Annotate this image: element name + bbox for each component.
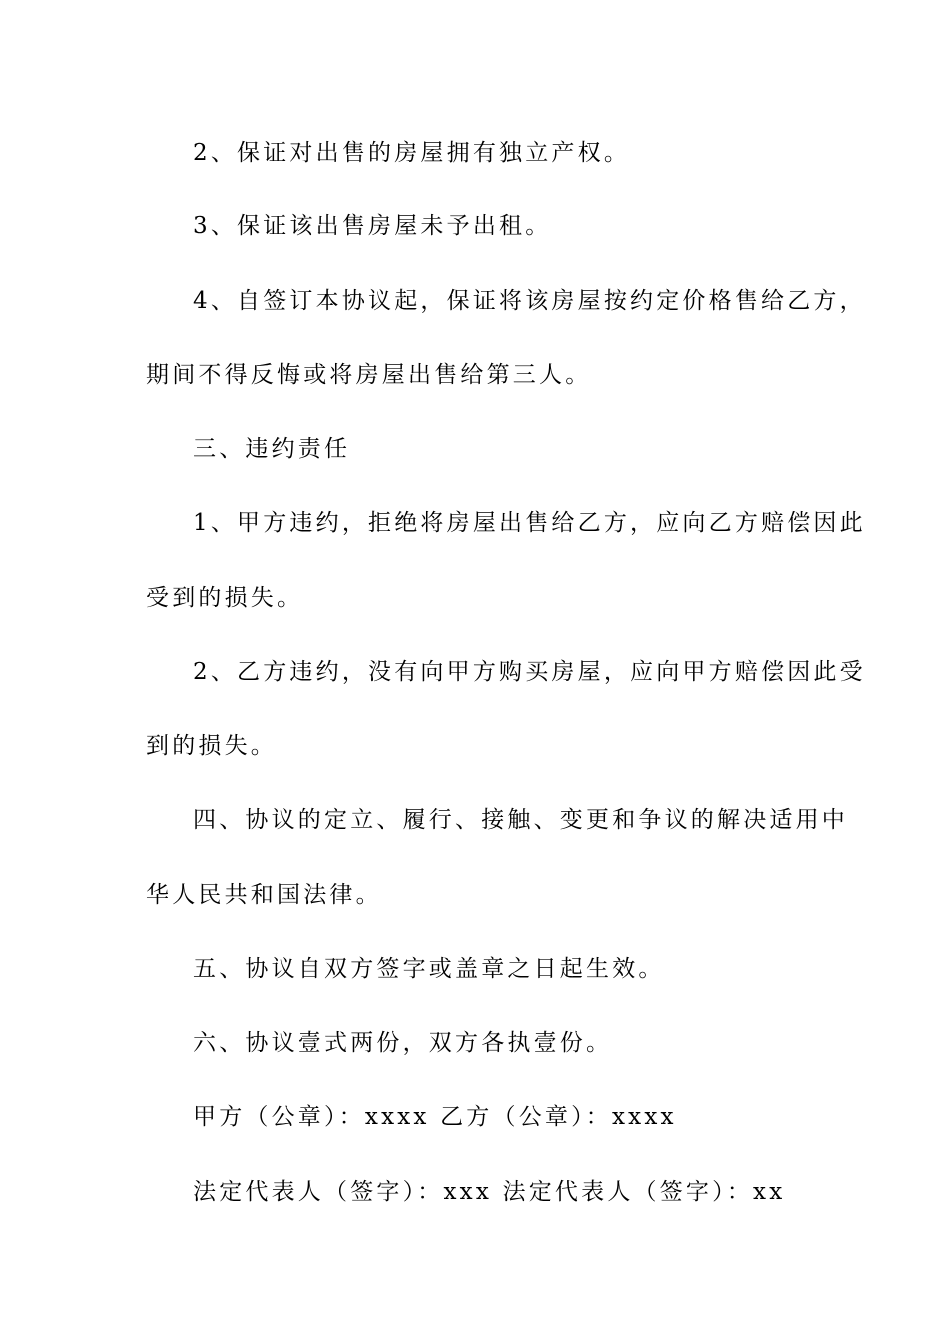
clause-4-line-2: 期间不得反悔或将房屋出售给第三人。 (146, 362, 592, 388)
section-6-line: 六、协议壹式两份，双方各执壹份。 (193, 1030, 613, 1056)
breach-1-line-1: 1、甲方违约，拒绝将房屋出售给乙方，应向乙方赔偿因此 (193, 510, 866, 536)
clause-3-line: 3、保证该出售房屋未予出租。 (193, 213, 552, 239)
section-heading-breach: 三、违约责任 (193, 436, 351, 462)
party-seal-line: 甲方（公章）：xxxx 乙方（公章）：xxxx (193, 1104, 677, 1130)
legal-rep-signature-line: 法定代表人（签字）：xxx 法定代表人（签字）：xx (193, 1179, 786, 1205)
section-5-line: 五、协议自双方签字或盖章之日起生效。 (193, 956, 665, 982)
section-4-line-2: 华人民共和国法律。 (146, 882, 382, 908)
clause-2-line: 2、保证对出售的房屋拥有独立产权。 (193, 140, 631, 166)
breach-2-line-1: 2、乙方违约，没有向甲方购买房屋，应向甲方赔偿因此受 (193, 659, 866, 685)
clause-4-line-1: 4、自签订本协议起，保证将该房屋按约定价格售给乙方， (193, 288, 866, 314)
section-4-line-1: 四、协议的定立、履行、接触、变更和争议的解决适用中 (193, 807, 848, 833)
breach-1-line-2: 受到的损失。 (146, 585, 304, 611)
breach-2-line-2: 到的损失。 (146, 733, 277, 759)
